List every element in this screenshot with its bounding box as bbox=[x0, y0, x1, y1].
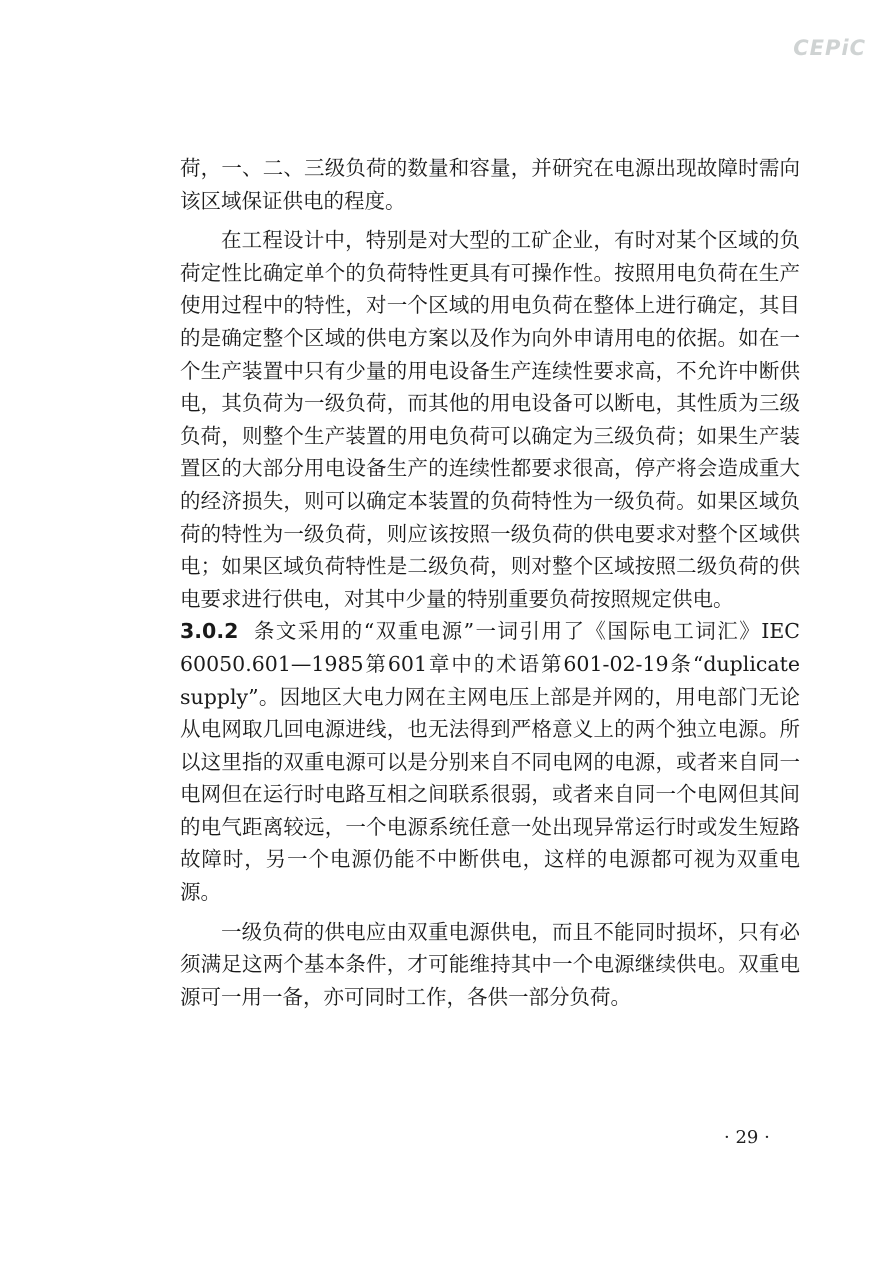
paragraph-clause-3-0-2 bbox=[180, 615, 800, 908]
clause-text: 条文采用的“双重电源”一词引用了《国际电工词汇》IEC 60050.601—1985第601章中的术语第601-02-19条“duplicate supply”。因地区大电力网在主网电压上部是并网的，用电部门无论从电网取几回电源进线，也无法得到严格意义上的两个独立电源。所以这里指的双重电源可以是分别来自不同电网的电源，或者来自同一电网但在运行时电路互相之间联系很弱，或者来自同一个电网但其间的电气距离较远，一个电源系统任意一处出现异常运行时或发生短路故障时，另一个电源仍能不中断供电，这样的电源都可视为双重电源。 bbox=[180, 619, 800, 905]
clause-number: 3.0.2 bbox=[180, 619, 239, 644]
paragraph-first-class-load: 一级负荷的供电应由双重电源供电，而且不能同时损坏，只有必须满足这两个基本条件，才可能维持其中一个电源继续供电。双重电源可一用一备，亦可同时工作，各供一部分负荷。 bbox=[180, 919, 800, 1009]
paragraph-regional-load: 在工程设计中，特别是对大型的工矿企业，有时对某个区域的负荷定性比确定单个的负荷特性更具有可操作性。按照用电负荷在生产使用过程中的特性，对一个区域的用电负荷在整体上进行确定，其目的是确定整个区域的供电方案以及作为向外申请用电的依据。如在一个生产装置中只有少量的用电设备生产连续性要求高，不允许中断供电，其负荷为一级负荷，而其他的用电设备可以断电，其性质为三级负荷，则整个生产装置的用电负荷可以确定为三级负荷；如果生产装置区的大部分用电设备生产的连续性都要求很高，停产将会造成重大的经济损失，则可以确定本装置的负荷特性为一级负荷。如果区域负荷的特性为一级负荷，则应该按照一级负荷的供电要求对整个区域供电；如果区域负荷特性是二级负荷，则对整个区域按照二级负荷的供电要求进行供电，对其中少量的特别重要负荷按照规定供电。 bbox=[180, 228, 800, 611]
paragraph-continuation: 荷，一、二、三级负荷的数量和容量，并研究在电源出现故障时需向该区域保证供电的程度。 bbox=[180, 156, 800, 213]
body-text bbox=[180, 152, 800, 1013]
page-number: · 29 · bbox=[724, 1127, 770, 1148]
cepic-logo: CEPiC bbox=[793, 36, 866, 60]
